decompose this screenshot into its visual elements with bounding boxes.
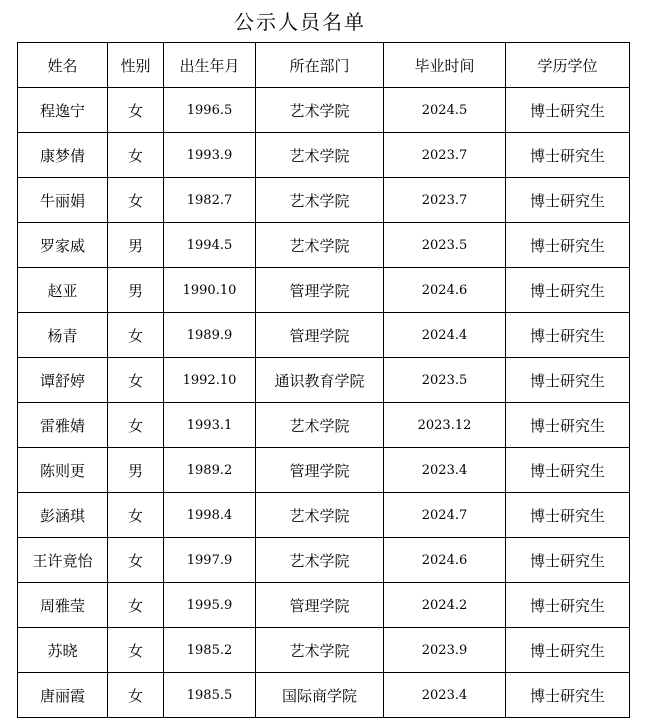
cell-gender: 女 (108, 628, 164, 673)
cell-degree: 博士研究生 (506, 583, 630, 628)
cell-name: 牛丽娟 (18, 178, 108, 223)
cell-graduation: 2024.4 (384, 313, 506, 358)
cell-degree: 博士研究生 (506, 628, 630, 673)
cell-department: 国际商学院 (256, 673, 384, 718)
cell-gender: 女 (108, 673, 164, 718)
cell-name: 罗家威 (18, 223, 108, 268)
cell-gender: 女 (108, 178, 164, 223)
cell-department: 艺术学院 (256, 403, 384, 448)
cell-degree: 博士研究生 (506, 358, 630, 403)
cell-gender: 女 (108, 583, 164, 628)
page-title: 公示人员名单 (234, 10, 366, 34)
table-row (18, 673, 630, 718)
cell-name: 陈则更 (18, 448, 108, 493)
table-row (18, 448, 630, 493)
table-row (18, 223, 630, 268)
cell-gender: 男 (108, 448, 164, 493)
cell-birth: 1996.5 (164, 88, 256, 133)
cell-degree: 博士研究生 (506, 223, 630, 268)
header-row (18, 43, 630, 88)
cell-birth: 1995.9 (164, 583, 256, 628)
cell-graduation: 2023.9 (384, 628, 506, 673)
cell-name: 雷雅婧 (18, 403, 108, 448)
cell-department: 艺术学院 (256, 538, 384, 583)
cell-degree: 博士研究生 (506, 538, 630, 583)
cell-gender: 女 (108, 538, 164, 583)
cell-birth: 1989.9 (164, 313, 256, 358)
cell-graduation: 2023.7 (384, 178, 506, 223)
cell-name: 彭涵琪 (18, 493, 108, 538)
cell-department: 艺术学院 (256, 178, 384, 223)
column-header-degree: 学历学位 (506, 43, 630, 88)
column-header-graduation: 毕业时间 (384, 43, 506, 88)
cell-birth: 1992.10 (164, 358, 256, 403)
cell-degree: 博士研究生 (506, 313, 630, 358)
table-row (18, 313, 630, 358)
cell-degree: 博士研究生 (506, 448, 630, 493)
cell-birth: 1993.9 (164, 133, 256, 178)
cell-graduation: 2023.7 (384, 133, 506, 178)
column-header-birth: 出生年月 (164, 43, 256, 88)
cell-department: 管理学院 (256, 448, 384, 493)
cell-birth: 1994.5 (164, 223, 256, 268)
cell-department: 艺术学院 (256, 628, 384, 673)
cell-name: 苏晓 (18, 628, 108, 673)
cell-birth: 1982.7 (164, 178, 256, 223)
roster-table (17, 42, 630, 718)
table-row (18, 358, 630, 403)
cell-graduation: 2023.4 (384, 448, 506, 493)
cell-gender: 女 (108, 358, 164, 403)
cell-graduation: 2024.2 (384, 583, 506, 628)
cell-degree: 博士研究生 (506, 133, 630, 178)
column-header-name: 姓名 (18, 43, 108, 88)
cell-birth: 1985.5 (164, 673, 256, 718)
cell-department: 管理学院 (256, 268, 384, 313)
cell-name: 赵亚 (18, 268, 108, 313)
cell-degree: 博士研究生 (506, 493, 630, 538)
cell-graduation: 2024.6 (384, 538, 506, 583)
cell-department: 艺术学院 (256, 493, 384, 538)
cell-department: 管理学院 (256, 313, 384, 358)
cell-graduation: 2024.5 (384, 88, 506, 133)
cell-degree: 博士研究生 (506, 88, 630, 133)
cell-graduation: 2024.6 (384, 268, 506, 313)
table-row (18, 133, 630, 178)
cell-birth: 1990.10 (164, 268, 256, 313)
cell-gender: 女 (108, 88, 164, 133)
table-row (18, 583, 630, 628)
cell-graduation: 2023.12 (384, 403, 506, 448)
cell-department: 管理学院 (256, 583, 384, 628)
cell-name: 王许竟怡 (18, 538, 108, 583)
table-row (18, 268, 630, 313)
column-header-gender: 性别 (108, 43, 164, 88)
cell-name: 唐丽霞 (18, 673, 108, 718)
cell-graduation: 2023.4 (384, 673, 506, 718)
table-row (18, 628, 630, 673)
cell-gender: 女 (108, 493, 164, 538)
cell-gender: 男 (108, 268, 164, 313)
cell-department: 艺术学院 (256, 133, 384, 178)
table-row (18, 403, 630, 448)
cell-name: 程逸宁 (18, 88, 108, 133)
cell-department: 艺术学院 (256, 223, 384, 268)
cell-gender: 女 (108, 133, 164, 178)
cell-birth: 1993.1 (164, 403, 256, 448)
cell-gender: 男 (108, 223, 164, 268)
table-row (18, 88, 630, 133)
cell-graduation: 2023.5 (384, 358, 506, 403)
cell-gender: 女 (108, 403, 164, 448)
cell-graduation: 2024.7 (384, 493, 506, 538)
cell-degree: 博士研究生 (506, 673, 630, 718)
cell-name: 杨青 (18, 313, 108, 358)
table-row (18, 538, 630, 583)
cell-degree: 博士研究生 (506, 178, 630, 223)
cell-degree: 博士研究生 (506, 403, 630, 448)
table-row (18, 178, 630, 223)
cell-birth: 1997.9 (164, 538, 256, 583)
cell-degree: 博士研究生 (506, 268, 630, 313)
cell-name: 周雅莹 (18, 583, 108, 628)
cell-department: 通识教育学院 (256, 358, 384, 403)
cell-name: 康梦倩 (18, 133, 108, 178)
cell-department: 艺术学院 (256, 88, 384, 133)
cell-birth: 1998.4 (164, 493, 256, 538)
cell-graduation: 2023.5 (384, 223, 506, 268)
cell-gender: 女 (108, 313, 164, 358)
table-row (18, 493, 630, 538)
cell-birth: 1989.2 (164, 448, 256, 493)
column-header-department: 所在部门 (256, 43, 384, 88)
cell-birth: 1985.2 (164, 628, 256, 673)
cell-name: 谭舒婷 (18, 358, 108, 403)
